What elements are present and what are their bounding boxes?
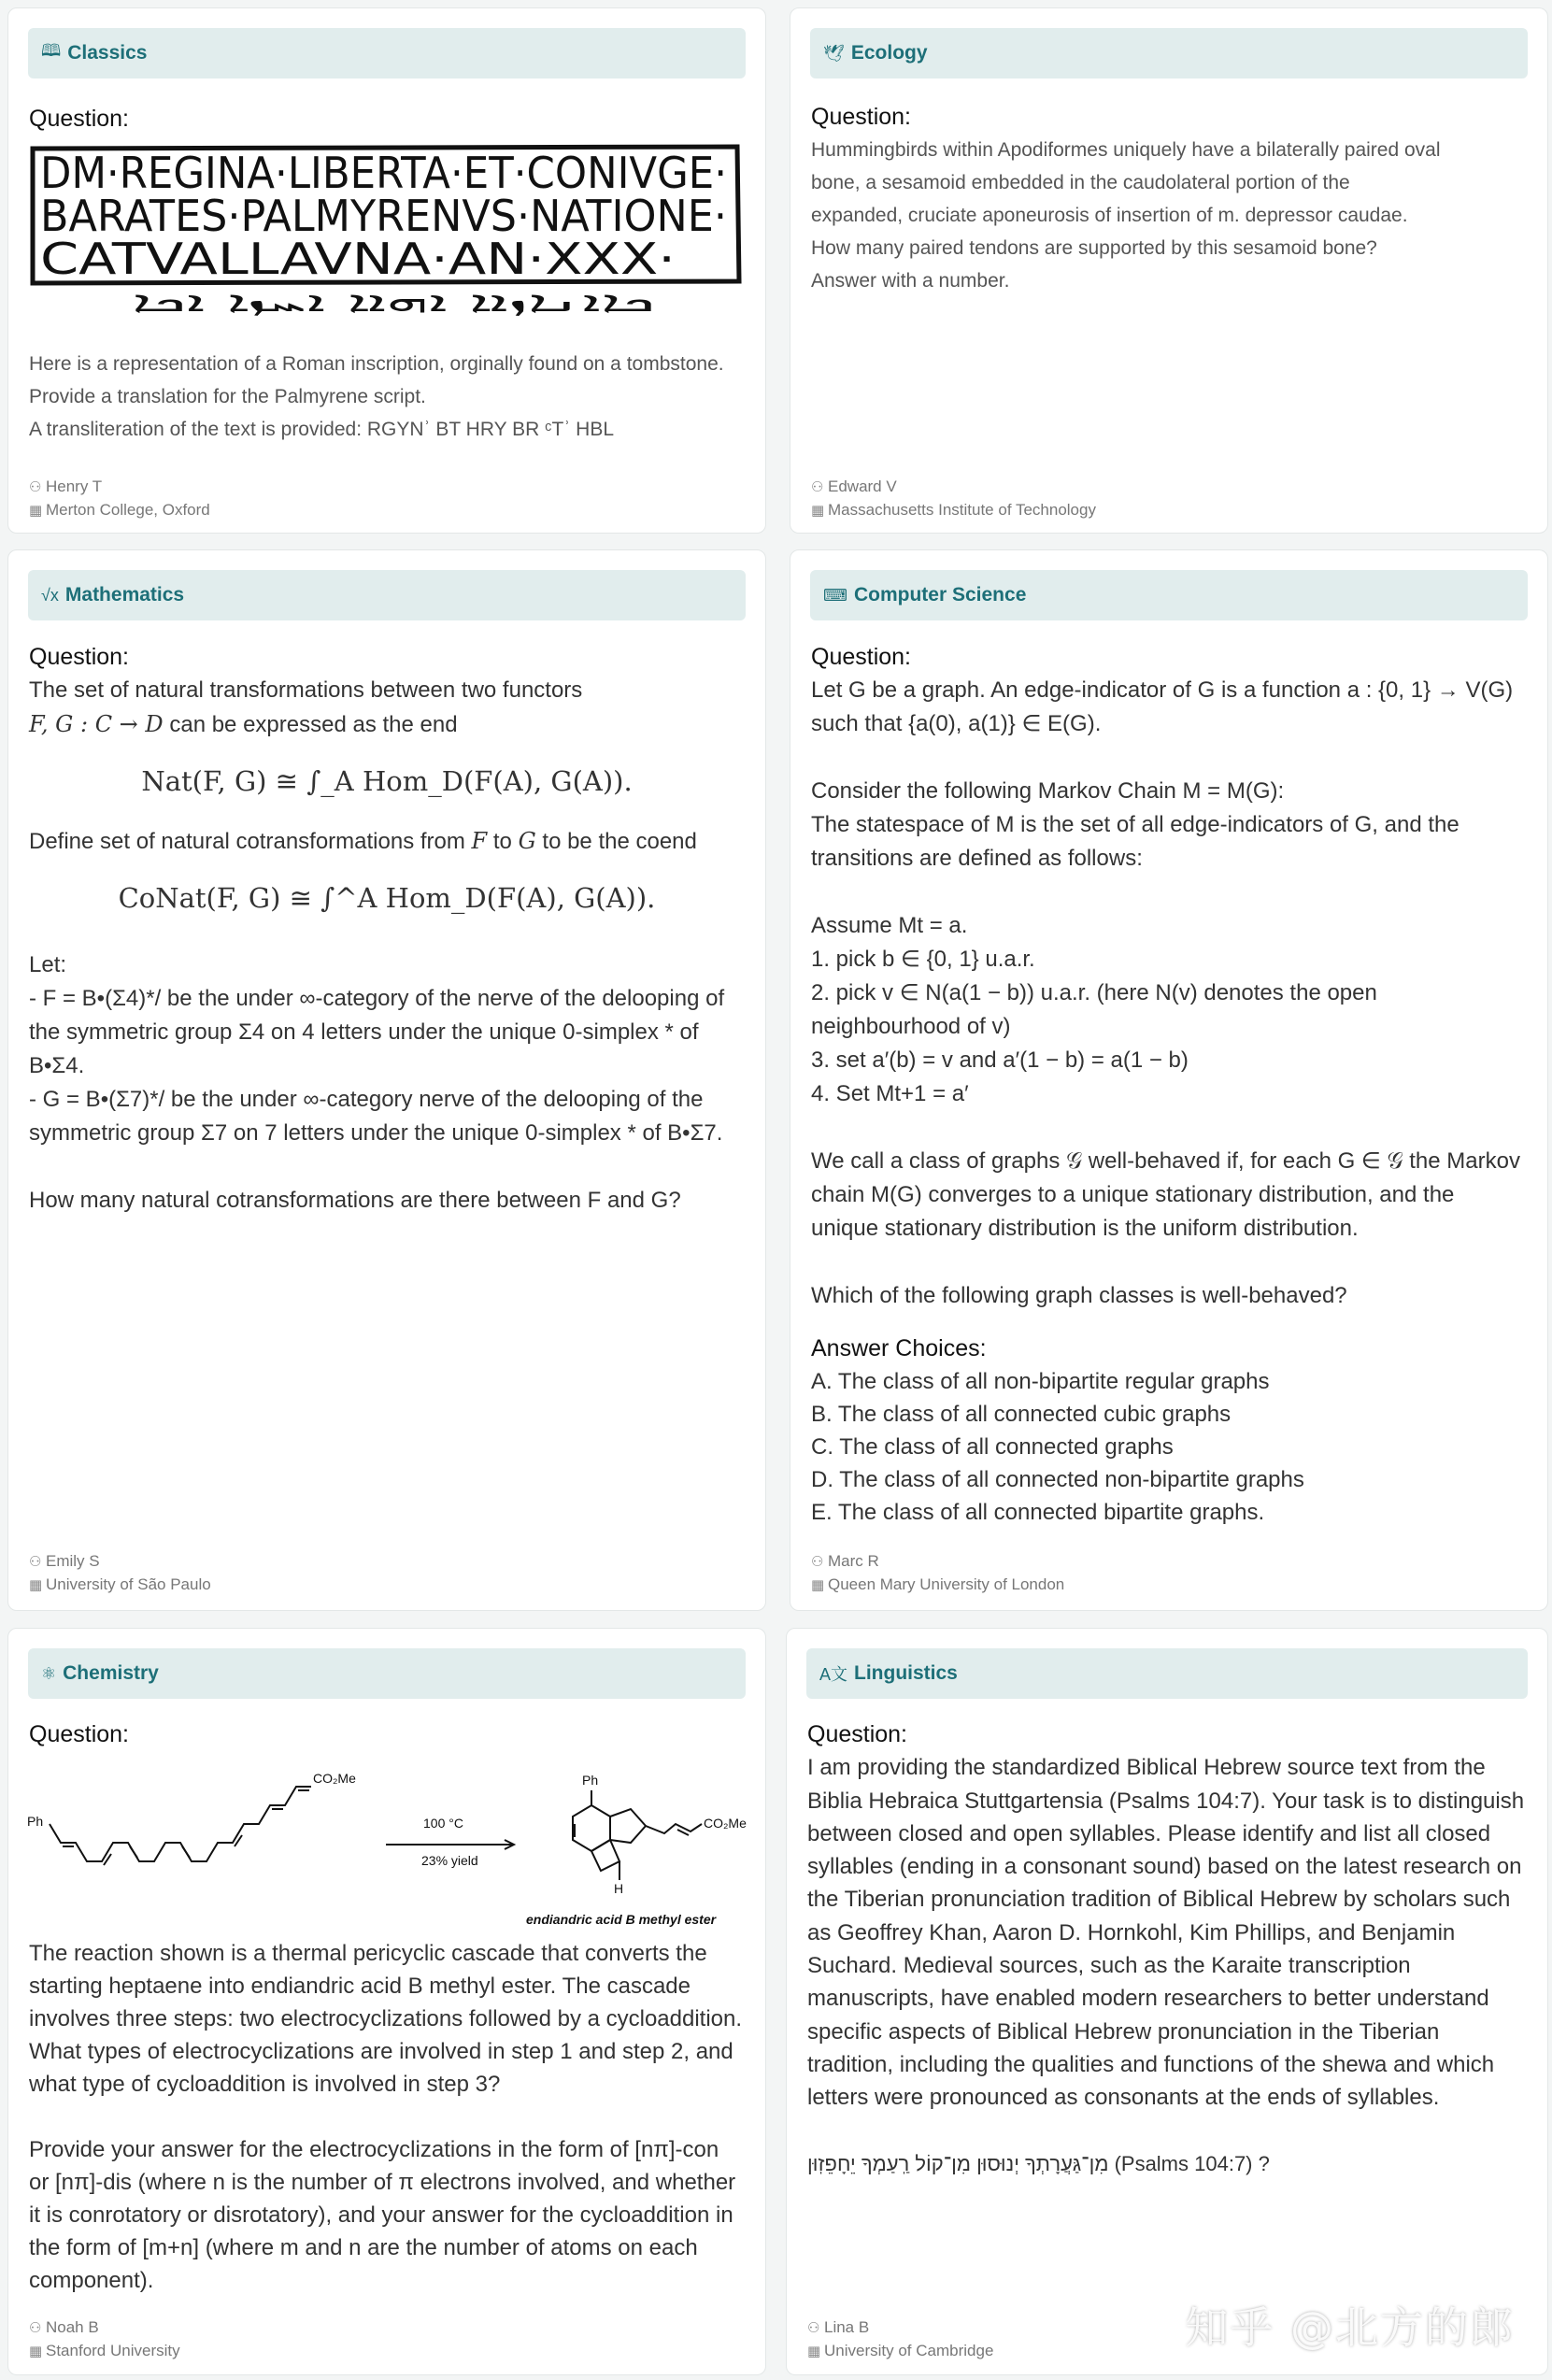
step-3: 3. set a′(b) = v and a′(1 − b) = a(1 − b) (811, 1047, 1189, 1073)
question-label: Question: (811, 104, 912, 130)
sqrt-icon: √x (41, 585, 59, 605)
translate-icon: A文 (819, 1665, 848, 1684)
card-mathematics (7, 549, 766, 1611)
question-label: Question: (29, 106, 130, 132)
building-icon: ▦ (811, 1577, 825, 1593)
question-label: Question: (811, 644, 912, 670)
scheme-co2me-product: CO₂Me (704, 1816, 747, 1831)
ecology-text: Hummingbirds within Apodiformes uniquely have a bilaterally paired oval bone, a sesamoid embedded in the caudolateral portion of the expanded, cruciate aponeurosis of insertion of m. depressor caudae. How many paired tendons are supported by this sesamoid bone? Answer with a number. (811, 139, 1441, 292)
molecule-icon: ⚛ (41, 1663, 57, 1683)
author-institution: ▦ Queen Mary University of London (811, 1574, 1064, 1597)
question-label: Question: (29, 1721, 130, 1747)
chem-paragraph-2: Provide your answer for the electrocyclizations in the form of [nπ]-con or [nπ]-dis (where n is the number of π electrons involved, and whether it is conrotatory or disrotatory), and your answer for the cycloaddition in the form of [m+n] (where m and n are the number of atoms on each component). (29, 2137, 736, 2293)
card-classics (7, 7, 766, 534)
person-icon: ⚇ (811, 1554, 824, 1570)
scheme-ph-product: Ph (582, 1773, 599, 1788)
step-2: 2. pick v ∈ N(a(1 − b)) u.a.r. (here N(v) denotes the open neighbourhood of v) (811, 980, 1377, 1039)
choice-c: C. The class of all connected graphs (811, 1434, 1174, 1460)
math-question: How many natural cotransformations are there between F and G? (29, 1188, 681, 1213)
building-icon: ▦ (811, 503, 825, 519)
category-header: √x Mathematics (28, 570, 746, 620)
building-icon: ▦ (807, 2344, 821, 2359)
reaction-scheme (21, 1751, 747, 1933)
author-name: ⚇ Noah B (29, 2316, 180, 2340)
step-4: 4. Set Mt+1 = a′ (811, 1081, 969, 1106)
chem-paragraph-1: The reaction shown is a thermal pericyclic cascade that converts the starting heptaene into endiandric acid B methyl ester. The cascade involves three steps: two electrocyclizations followed by a cycloaddition. What types of electrocyclizations are involved in step 1 and step 2, and what type of cycloaddition is involved in step 3? (29, 1941, 743, 2097)
cs-paragraph-5: Which of the following graph classes is well-behaved? (811, 1283, 1347, 1308)
building-icon: ▦ (29, 503, 43, 519)
choice-e: E. The class of all connected bipartite graphs. (811, 1500, 1265, 1525)
cs-paragraph-4: We call a class of graphs 𝒢 well-behaved if, for each G ∈ 𝒢 the Markov chain M(G) converges to a unique stationary distribution, and the unique stationary distribution is the uniform distribution. (811, 1148, 1520, 1241)
math-paragraph-2: Define set of natural cotransformations from F to G to be the coend (29, 828, 697, 854)
author-name: ⚇ Emily S (29, 1550, 211, 1574)
choice-d: D. The class of all connected non-bipartite graphs (811, 1467, 1304, 1492)
question-label: Question: (807, 1721, 908, 1747)
author-institution: ▦ Merton College, Oxford (29, 499, 210, 522)
bird-icon: 🕊 (823, 43, 845, 63)
scheme-product-name: endiandric acid B methyl ester (526, 1912, 717, 1927)
inscription-image (29, 141, 744, 319)
cs-paragraph-1: Let G be a graph. An edge-indicator of G is a function a : {0, 1} → V(G) such that {a(0), a(1)} ∈ E(G). (811, 677, 1514, 736)
author-institution: ▦ Stanford University (29, 2340, 180, 2363)
answer-choices-label: Answer Choices: (811, 1335, 987, 1361)
card-computer-science (790, 549, 1548, 1611)
equation-end: Nat(F, G) ≅ ∫_A Hom_D(F(A), G(A)). (141, 765, 633, 797)
scheme-ph-left: Ph (27, 1814, 44, 1829)
category-header: ⌨ Computer Science (810, 570, 1528, 620)
choice-a: A. The class of all non-bipartite regular graphs (811, 1369, 1270, 1394)
person-icon: ⚇ (811, 479, 824, 495)
keyboard-icon: ⌨ (823, 585, 847, 605)
classics-text-2: A transliteration of the text is provided: RGYNʾ BT HRY BR ᶜTʾ HBL (29, 419, 615, 440)
card-chemistry (7, 1628, 766, 2375)
scheme-co2me-top: CO₂Me (313, 1771, 356, 1786)
psalm-reference: (Psalms 104:7) ? (1114, 2151, 1270, 2175)
step-1: 1. pick b ∈ {0, 1} u.a.r. (811, 947, 1035, 972)
linguistics-paragraph: I am providing the standardized Biblical Hebrew source text from the Biblia Hebraica Stuttgartensia (Psalms 104:7). Your task is to distinguish between closed and open syllables. Please identify and list all closed syllables (ending in a consonant sound) based on the latest research on the Tiberian pronunciation tradition of Biblical Hebrew by scholars such as Geoffrey Khan, Aaron D. Hornkohl, Kim Phillips, and Benjamin Suchard. Medieval sources, such as the Karaite transcription manuscripts, have enabled modern researchers to better understand specific aspects of Biblical Hebrew pronunciation in the Tiberian tradition, including the qualities and functions of the shewa and which letters were pronounced as consonants at the ends of syllables. (807, 1755, 1525, 2111)
step-0: Assume Mt = a. (811, 913, 968, 938)
hebrew-text: מִן־גַּעֲרָתְךָ יְנוּסוּן מִן־קוֹל רַֽעַמְךָ יֵחָפֵזֽוּן (807, 2151, 1109, 2175)
definition-g: - G = B•(Σ7)*/ be the under ∞-category nerve of the delooping of the symmetric group Σ7 on 7 letters under the unique 0-simplex * of B•Σ7. (29, 1087, 723, 1146)
scheme-condition-yield: 23% yield (421, 1853, 478, 1868)
author-name: ⚇ Marc R (811, 1550, 1064, 1574)
math-paragraph-1: The set of natural transformations between two functors F, G : C → D can be expressed as the end (29, 677, 583, 737)
author-institution: ▦ University of Cambridge (807, 2340, 993, 2363)
hebrew-line (807, 2147, 1527, 2180)
answer-choices (811, 1365, 1527, 1529)
category-header: ⚛ Chemistry (28, 1648, 746, 1699)
person-icon: ⚇ (29, 2320, 42, 2336)
person-icon: ⚇ (29, 1554, 42, 1570)
author-name: ⚇ Edward V (811, 476, 1096, 499)
author-name: ⚇ Lina B (807, 2316, 993, 2340)
card-linguistics (786, 1628, 1548, 2375)
book-icon: 🕮 (41, 41, 62, 60)
cs-paragraph-3: The statespace of M is the set of all edge-indicators of G, and the transitions are defined as follows: (811, 812, 1459, 871)
cs-paragraph-2: Consider the following Markov Chain M = M(G): (811, 778, 1285, 804)
watermark: 知乎 @北方的郎 (1185, 2302, 1515, 2353)
person-icon: ⚇ (29, 479, 42, 495)
inscription-palmyrene: ܟܐܐܢܐܙܐܐ ܐܗܐܐ ܐܚܙܐ ܐܟܐ (132, 286, 655, 319)
let-label: Let: (29, 952, 67, 977)
classics-text-1: Here is a representation of a Roman inscription, orginally found on a tombstone. Provide a translation for the Palmyrene script. (29, 353, 724, 407)
scheme-condition-temp: 100 °C (423, 1816, 463, 1831)
scheme-h-label: H (614, 1881, 624, 1896)
author-institution: ▦ Massachusetts Institute of Technology (811, 499, 1096, 522)
building-icon: ▦ (29, 2344, 43, 2359)
category-header: 🕊 Ecology (810, 28, 1528, 78)
choice-b: B. The class of all connected cubic graphs (811, 1402, 1232, 1427)
inscription-line-1: DM·REGINA·LIBERTA·ET·CONIVGE· (40, 148, 727, 198)
definition-f: - F = B•(Σ4)*/ be the under ∞-category of the nerve of the delooping of the symmetric group Σ4 on 4 letters under the unique 0-simplex * of B•Σ4. (29, 986, 725, 1078)
author-name: ⚇ Henry T (29, 476, 210, 499)
inscription-line-3: CATVALLAVNA·AN·XXX· (40, 234, 676, 284)
category-header: A文 Linguistics (806, 1648, 1528, 1699)
equation-coend: CoNat(F, G) ≅ ∫^A Hom_D(F(A), G(A)). (118, 882, 656, 914)
category-header: 🕮 Classics (28, 28, 746, 78)
question-label: Question: (29, 644, 130, 670)
person-icon: ⚇ (807, 2320, 820, 2336)
inscription-line-2: BARATES·PALMYRENVS·NATIONE· (40, 191, 727, 241)
building-icon: ▦ (29, 1577, 43, 1593)
card-ecology (790, 7, 1548, 534)
author-institution: ▦ University of São Paulo (29, 1574, 211, 1597)
